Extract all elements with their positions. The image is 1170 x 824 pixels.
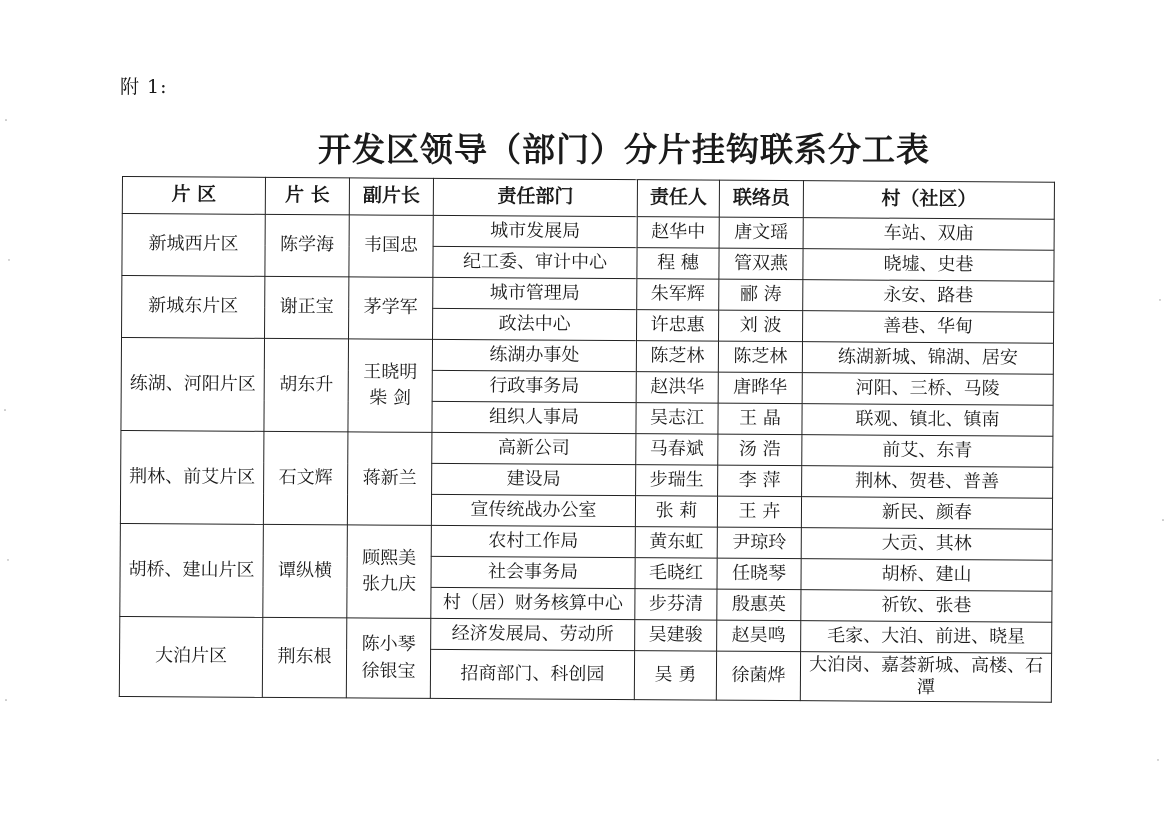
responsible-person-cell: 吴志江 (636, 403, 718, 435)
responsible-dept-cell: 城市发展局 (433, 215, 637, 247)
zone-chief-cell: 谭纵横 (263, 524, 348, 618)
liaison-cell: 任晓琴 (717, 558, 801, 590)
zone-name-cell: 胡桥、建山片区 (120, 523, 264, 617)
table-row (120, 616, 1052, 653)
responsible-dept-cell: 城市管理局 (433, 277, 637, 309)
responsible-dept-cell: 组织人事局 (432, 401, 636, 433)
village-community-cell: 车站、双庙 (803, 218, 1054, 251)
village-community-cell: 练湖新城、锦湖、居安 (802, 342, 1053, 375)
responsible-person-cell: 程 穗 (637, 248, 719, 280)
responsible-person-cell: 赵洪华 (636, 372, 718, 404)
attachment-label: 附 1: (120, 76, 168, 98)
responsible-person-cell: 黄东虹 (635, 527, 717, 559)
deputy-chief-name: 顾熙美 (362, 547, 417, 569)
responsible-person-cell: 马春斌 (636, 434, 718, 466)
zone-chief-cell: 胡东升 (264, 338, 349, 432)
liaison-cell: 尹琼玲 (717, 527, 801, 559)
header-dept: 责任部门 (433, 178, 637, 216)
header-village: 村（社区） (803, 181, 1054, 220)
responsible-dept-cell: 高新公司 (432, 432, 636, 464)
deputy-chief-cell (347, 432, 432, 526)
deputy-chief-name: 韦国忠 (364, 234, 419, 257)
responsible-dept-cell: 招商部门、科创园 (430, 649, 634, 699)
zone-chief-cell: 谢正宝 (265, 276, 349, 339)
zone-name-cell: 新城西片区 (122, 214, 265, 277)
deputy-chief-cell (347, 525, 432, 619)
header-liaison: 联络员 (719, 180, 803, 218)
zone-chief-cell: 陈学海 (265, 214, 349, 277)
document-title: 开发区领导（部门）分片挂钩联系分工表 (318, 130, 930, 169)
village-community-cell: 永安、路巷 (803, 280, 1054, 313)
table-body (119, 214, 1054, 703)
liaison-cell: 李 萍 (718, 465, 802, 497)
assignment-table-wrapper (119, 176, 1055, 703)
table-row (121, 430, 1053, 467)
table-row (122, 276, 1054, 313)
responsible-dept-cell: 经济发展局、劳动所 (431, 618, 635, 650)
village-community-cell: 联观、镇北、镇南 (802, 404, 1053, 437)
header-person: 责任人 (637, 180, 719, 218)
deputy-chief-name: 王晓明 (363, 361, 418, 383)
liaison-cell: 王 卉 (717, 496, 801, 528)
deputy-chief-name: 张九庆 (361, 573, 417, 595)
responsible-person-cell: 吴 勇 (634, 651, 716, 701)
liaison-cell: 刘 波 (719, 310, 803, 342)
liaison-cell: 王 晶 (718, 403, 802, 435)
deputy-chief-cell (349, 215, 433, 278)
village-community-cell: 毛家、大泊、前进、晓星 (801, 621, 1052, 654)
deputy-chief-name: 徐银宝 (361, 659, 416, 682)
village-community-cell: 新民、颜春 (801, 497, 1052, 530)
zone-name-cell: 新城东片区 (122, 276, 265, 339)
zone-chief-cell: 石文辉 (263, 431, 348, 525)
responsible-person-cell: 步芬清 (635, 589, 717, 621)
responsible-dept-cell: 村（居）财务核算中心 (431, 587, 635, 619)
responsible-person-cell: 陈芝林 (636, 341, 718, 373)
responsible-dept-cell: 政法中心 (433, 308, 637, 340)
village-community-cell: 大泊岗、嘉荟新城、高楼、石潭 (800, 652, 1051, 703)
village-community-cell: 河阳、三桥、马陵 (802, 373, 1053, 406)
zone-name-cell: 大泊片区 (119, 616, 262, 697)
responsible-dept-cell: 农村工作局 (431, 525, 635, 557)
village-community-cell: 胡桥、建山 (801, 559, 1052, 592)
liaison-cell: 管双燕 (719, 248, 803, 280)
deputy-chief-name: 蒋新兰 (362, 467, 417, 489)
zone-name-cell: 荆林、前艾片区 (120, 430, 264, 524)
header-zone: 片 区 (122, 177, 265, 215)
responsible-dept-cell: 建设局 (432, 463, 636, 495)
responsible-dept-cell: 行政事务局 (432, 370, 636, 402)
zone-name-cell: 练湖、河阳片区 (121, 338, 265, 432)
village-community-cell: 前艾、东青 (802, 435, 1053, 468)
header-deputy: 副片长 (349, 178, 433, 216)
responsible-dept-cell: 宣传统战办公室 (431, 494, 635, 526)
table-row (121, 338, 1053, 375)
responsible-person-cell: 步瑞生 (636, 465, 718, 497)
liaison-cell: 殷惠英 (717, 589, 801, 621)
deputy-chief-name: 柴 剑 (369, 387, 412, 409)
assignment-table (119, 176, 1055, 703)
liaison-cell: 徐菌烨 (716, 651, 800, 701)
zone-chief-cell: 荆东根 (262, 617, 346, 698)
table-row (120, 523, 1052, 560)
village-community-cell: 大贡、其林 (801, 528, 1052, 561)
liaison-cell: 郦 涛 (719, 279, 803, 311)
header-row (122, 177, 1054, 220)
responsible-person-cell: 吴建骏 (635, 620, 717, 652)
responsible-dept-cell: 练湖办事处 (432, 339, 636, 371)
village-community-cell: 祈钦、张巷 (801, 590, 1052, 623)
deputy-chief-cell (348, 339, 433, 433)
deputy-chief-cell (346, 618, 430, 699)
liaison-cell: 唐晔华 (718, 372, 802, 404)
header-chief: 片 长 (265, 177, 349, 215)
deputy-chief-name: 陈小琴 (361, 633, 416, 656)
deputy-chief-cell (349, 277, 433, 340)
responsible-person-cell: 许忠惠 (637, 310, 719, 342)
responsible-dept-cell: 社会事务局 (431, 556, 635, 588)
responsible-dept-cell: 纪工委、审计中心 (433, 246, 637, 278)
responsible-person-cell: 毛晓红 (635, 558, 717, 590)
deputy-chief-name: 茅学军 (363, 296, 418, 319)
responsible-person-cell: 张 莉 (635, 496, 717, 528)
village-community-cell: 善巷、华甸 (803, 311, 1054, 344)
liaison-cell: 陈芝林 (718, 341, 802, 373)
responsible-person-cell: 朱军辉 (637, 279, 719, 311)
village-community-cell: 荆林、贺巷、普善 (802, 466, 1053, 499)
liaison-cell: 赵昊鸣 (717, 620, 801, 652)
table-row (122, 214, 1054, 251)
responsible-person-cell: 赵华中 (637, 217, 719, 249)
liaison-cell: 唐文瑶 (719, 217, 803, 249)
liaison-cell: 汤 浩 (718, 434, 802, 466)
village-community-cell: 晓墟、史巷 (803, 249, 1054, 282)
